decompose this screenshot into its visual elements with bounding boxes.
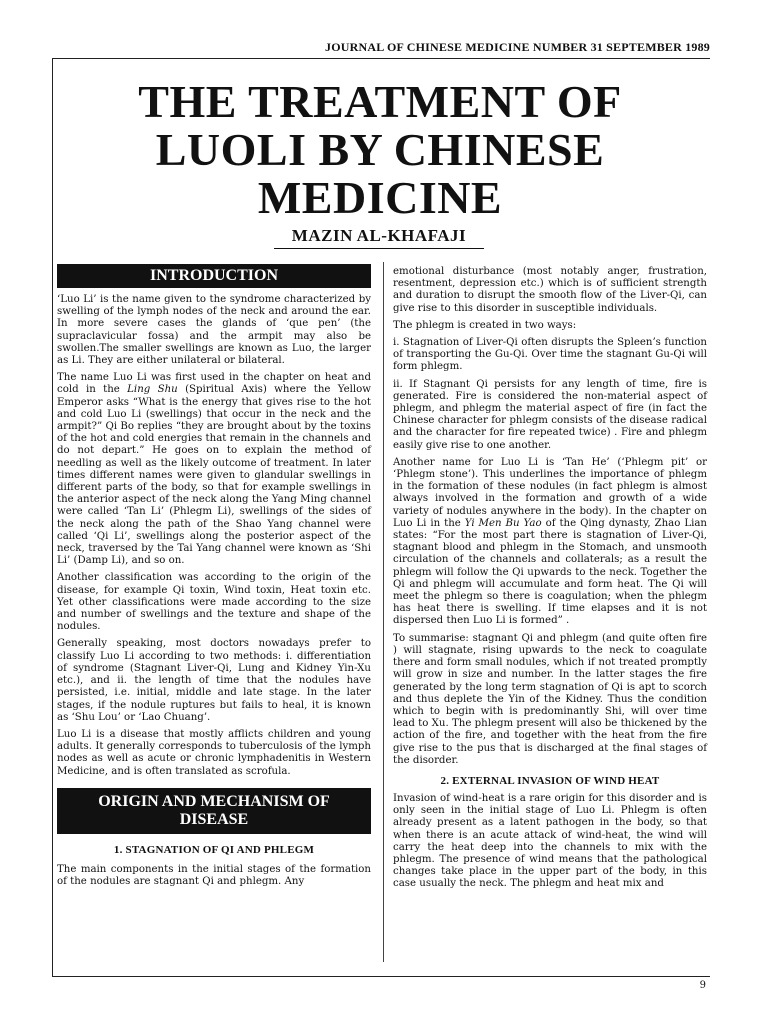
paragraph: The phlegm is created in two ways: (393, 319, 577, 331)
paragraph: To summarise: stagnant Qi and phlegm (and quite often fire ) will stagnate, rising upwards to the neck to coagulate there and form small nodules, which if not treated promptly will grow in size and number. In the latter stages the fire generated by the long term stagnation of Qi is apt to scorch and thus deplete the Yin of the Kidney. Thus the condition which to begin with is predominantly Shi, will over time lead to Xu. The phlegm present will also be thickened by the action of the fire, and together with the heat from the fire give rise to the pus that is discharged at the final stages of the disorder. (393, 632, 707, 766)
paragraph: ii. If Stagnant Qi persists for any length of time, fire is generated. Fire is considered the non-material aspect of phlegm, and phlegm the material aspect of fire (in fact the Chinese character for phlegm consists of the disease radical and the character for fire repeated twice) . Fire and phlegm easily give rise to one another. (393, 378, 707, 451)
top-rule (52, 58, 710, 59)
paragraph: Generally speaking, most doctors nowadays prefer to classify Luo Li according to two methods: i. differentiation of syndrome (Stagnant Liver-Qi, Lung and Kidney Yin-Xu etc.), and ii. the length of time that the nodules have persisted, i.e. initial, middle and late stage. In the later stages, if the nodule ruptures but fails to heal, it is known as ‘Shu Lou’ or ‘Lao Chuang’. (57, 638, 371, 723)
bottom-rule (52, 976, 710, 977)
paragraph: Invasion of wind-heat is a rare origin for this disorder and is only seen in the initial stage of Luo Li. Phlegm is often already present as a latent pathogen in the body, so that when there is an acute attack of wind-heat, the wind will carry the heat deep into the channels to mix with the phlegm. The presence of wind means that the pathological changes take place in the upper part of the body, in this case usually the neck. The phlegm and heat mix and (393, 792, 707, 890)
yi-men-bu-yao-title: Yi Men Bu Yao (464, 517, 542, 529)
column-divider (383, 262, 384, 962)
left-rule (52, 58, 53, 976)
paragraph: The main components in the initial stages of the formation of the nodules are stagnant Qi and phlegm. Any (57, 863, 371, 887)
origin-heading: ORIGIN AND MECHANISM OF DISEASE (57, 788, 371, 834)
paragraph: ‘Luo Li’ is the name given to the syndrome characterized by swelling of the lymph nodes of the neck and around the ear. In more severe cases the glands of ‘que pen’ (the supraclavicular fossa) and the armpit may also be swollen.The smaller swellings are known as Luo, the larger as Li. They are either unilateral or bilateral. (57, 294, 371, 367)
article-author: MAZIN AL-KHAFAJI (274, 226, 484, 249)
ling-shu-title: Ling Shu (127, 384, 178, 396)
paragraph: emotional disturbance (most notably anger, frustration, resentment, depression etc.) which is of sufficient strength and duration to disrupt the smooth flow of the Liver-Qi, can give rise to this disorder in susceptible individuals. (393, 266, 707, 314)
page-number: 9 (699, 980, 706, 991)
paragraph: Another classification was according to the origin of the disease, for example Qi toxin, Wind toxin, Heat toxin etc. Yet other classifications were made according to the size and number of swellings and the texture and shape of the nodules. (57, 572, 371, 633)
paragraph: The name Luo Li was first used in the chapter on heat and cold in the Ling Shu (Spiritual Axis) where the Yellow Emperor asks “What is the energy that gives rise to the hot and cold Luo Li (swellings) that occur in the neck and the armpit?” Qi Bo replies “they are brought about by the toxins of the hot and cold energies that remain in the channels and do not depart.” He goes on to explain the method of needling as well as the likely outcome of treatment. In later times different names were given to glandular swellings in different parts of the body, so that for example swellings in the anterior aspect of the neck along the Yang Ming channel were called ‘Tan Li’ (Phlegm Li), swellings of the sides of the neck along the path of the Shao Yang channel were called ‘Qi Li’, swellings along the posterior aspect of the neck, traversed by the Tai Yang channel were known as ‘Shi Li’ (Damp Li), and so on. (57, 372, 372, 567)
introduction-heading: INTRODUCTION (57, 264, 371, 288)
paragraph: Another name for Luo Li is ‘Tan He’ (‘Phlegm pit’ or ‘Phlegm stone’). This underlines the importance of phlegm in the formation of these nodules (in fact phlegm is almost always involved in the formation and growth of a wide variety of nodules anywhere in the body). In the chapter on Luo Li in the Yi Men Bu Yao of the Qing dynasty, Zhao Lian states: “For the most part there is stagnation of Liver-Qi, stagnant blood and phlegm in the Stomach, and unsmooth circulation of the channels and collaterals; as a result the phlegm will follow the Qi upwards to the neck. Together the Qi and phlegm will accumulate and form heat. The Qi will meet the phlegm so there is coagulation; when the phlegm has heat there is swelling. If time elapses and it is not dispersed then Luo Li is formed” . (393, 456, 707, 627)
paragraph: i. Stagnation of Liver-Qi often disrupts the Spleen’s function of transporting the Gu-Qi. Over time the stagnant Gu-Qi will form phlegm. (393, 337, 707, 373)
paragraph: Luo Li is a disease that mostly afflicts children and young adults. It generally corresponds to tuberculosis of the lymph nodes as well as acute or chronic lymphadenitis in Western Medicine, and is often translated as scrofula. (57, 728, 371, 777)
right-column (393, 266, 707, 896)
left-column (57, 264, 371, 893)
article-title: THE TREATMENT OF LUOLI BY CHINESE MEDICINE (138, 76, 622, 223)
subheading-wind-heat: 2. EXTERNAL INVASION OF WIND HEAT (440, 774, 660, 787)
subheading-stagnation: 1. STAGNATION OF QI AND PHLEGM (113, 843, 315, 856)
running-head: JOURNAL OF CHINESE MEDICINE NUMBER 31 SEPTEMBER 1989 (325, 40, 710, 54)
